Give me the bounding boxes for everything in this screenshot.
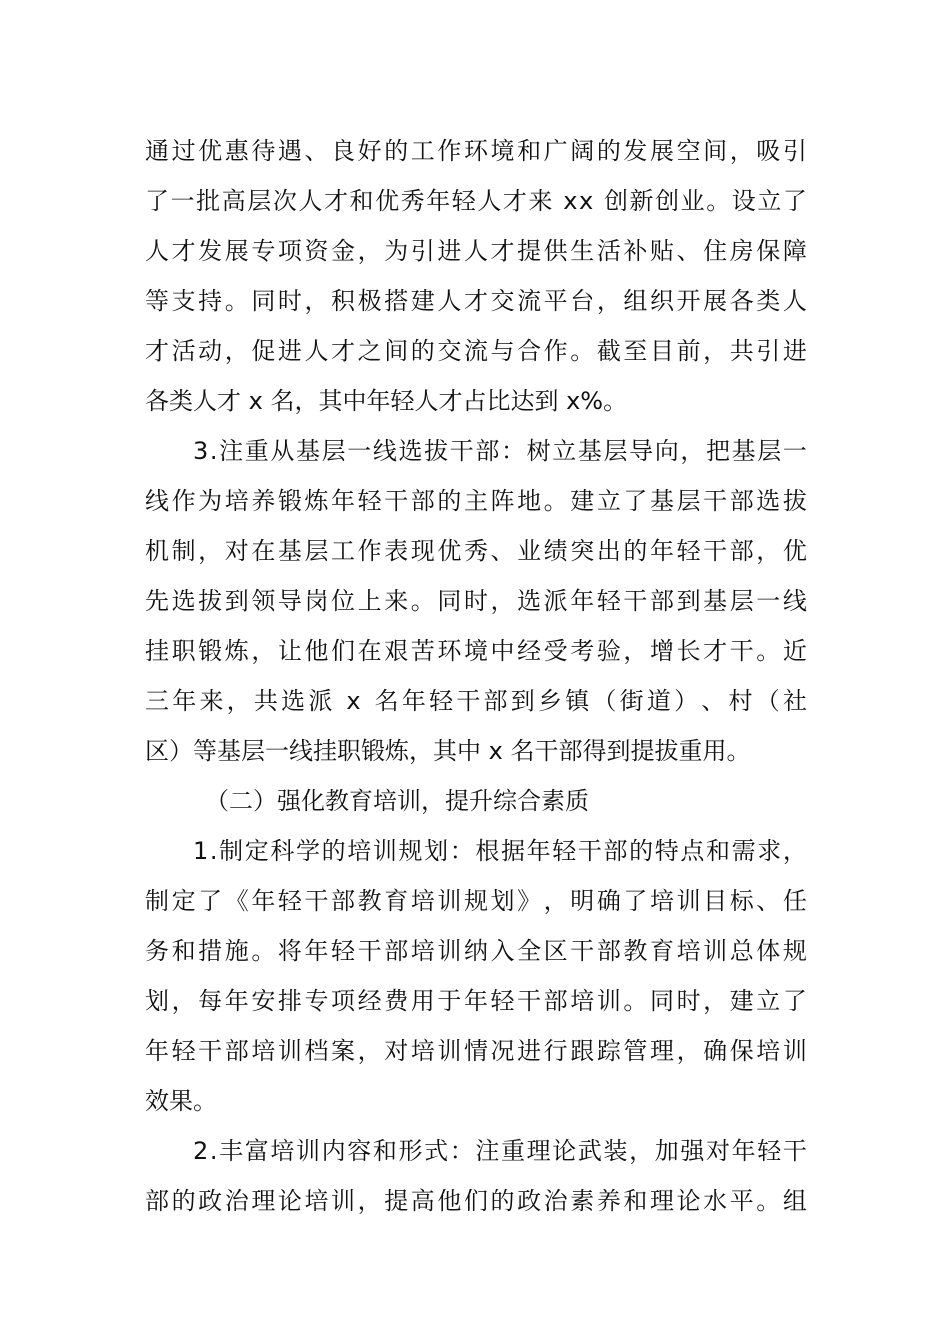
text-line: 了 一 批 高 层 次 人 才 和 优 秀 年 轻 人 才 来 x x 创 新 创 业 。 设 立 了 xyxy=(145,187,807,215)
document-body xyxy=(145,126,807,1226)
text-line: 线 作 为 培 养 锻 炼 年 轻 干 部 的 主 阵 地 。 建 立 了 基 层 干 部 选 拔 xyxy=(145,487,807,515)
text-line: 挂 职 锻 炼 ， 让 他 们 在 艰 苦 环 境 中 经 受 考 验 ， 增 长 才 干 。 近 xyxy=(145,637,807,665)
paragraph-start-line: 2 . 丰 富 培 训 内 容 和 形 式 ： 注 重 理 论 武 装 ， 加 强 对 年 轻 干 xyxy=(193,1137,807,1165)
text-line: 等 支 持 。 同 时 ， 积 极 搭 建 人 才 交 流 平 台 ， 组 织 开 展 各 类 人 xyxy=(145,287,807,315)
text-line: 各类人才 x 名，其中年轻人才占比达到 x%。 xyxy=(145,387,628,415)
text-line: 效果。 xyxy=(145,1087,217,1115)
text-line: 制 定 了 《 年 轻 干 部 教 育 培 训 规 划 》 ， 明 确 了 培 训 目 标 、 任 xyxy=(145,887,807,915)
text-line: 年 轻 干 部 培 训 档 案 ， 对 培 训 情 况 进 行 跟 踪 管 理 ， 确 保 培 训 xyxy=(145,1037,807,1065)
text-line: 划 ， 每 年 安 排 专 项 经 费 用 于 年 轻 干 部 培 训 。 同 时 ， 建 立 了 xyxy=(145,987,807,1015)
text-line: 务 和 措 施 。 将 年 轻 干 部 培 训 纳 入 全 区 干 部 教 育 培 训 总 体 规 xyxy=(145,937,807,965)
paragraph-start-line: 1 . 制 定 科 学 的 培 训 规 划 ： 根 据 年 轻 干 部 的 特 点 和 需 求 ， xyxy=(193,837,807,865)
text-line: 通 过 优 惠 待 遇 、 良 好 的 工 作 环 境 和 广 阔 的 发 展 空 间 ， 吸 引 xyxy=(145,137,807,165)
text-line: 机 制 ， 对 在 基 层 工 作 表 现 优 秀 、 业 绩 突 出 的 年 轻 干 部 ， 优 xyxy=(145,537,807,565)
text-line: 先 选 拔 到 领 导 岗 位 上 来 。 同 时 ， 选 派 年 轻 干 部 到 基 层 一 线 xyxy=(145,587,807,615)
paragraph-start-line: 3 . 注 重 从 基 层 一 线 选 拔 干 部 ： 树 立 基 层 导 向 ， 把 基 层 一 xyxy=(193,437,807,465)
text-line: 才 活 动 ， 促 进 人 才 之 间 的 交 流 与 合 作 。 截 至 目 前 ， 共 引 进 xyxy=(145,337,807,365)
text-line: 区）等基层一线挂职锻炼，其中 x 名干部得到提拔重用。 xyxy=(145,737,751,765)
text-line: 人 才 发 展 专 项 资 金 ， 为 引 进 人 才 提 供 生 活 补 贴 、 住 房 保 障 xyxy=(145,237,807,265)
section-heading: （二）强化教育培训，提升综合素质 xyxy=(205,787,589,815)
text-line: 三 年 来 ， 共 选 派 x 名 年 轻 干 部 到 乡 镇 （ 街 道 ） 、 村 （ 社 xyxy=(145,687,807,715)
text-line: 部 的 政 治 理 论 培 训 ， 提 高 他 们 的 政 治 素 养 和 理 论 水 平 。 组 xyxy=(145,1187,807,1215)
